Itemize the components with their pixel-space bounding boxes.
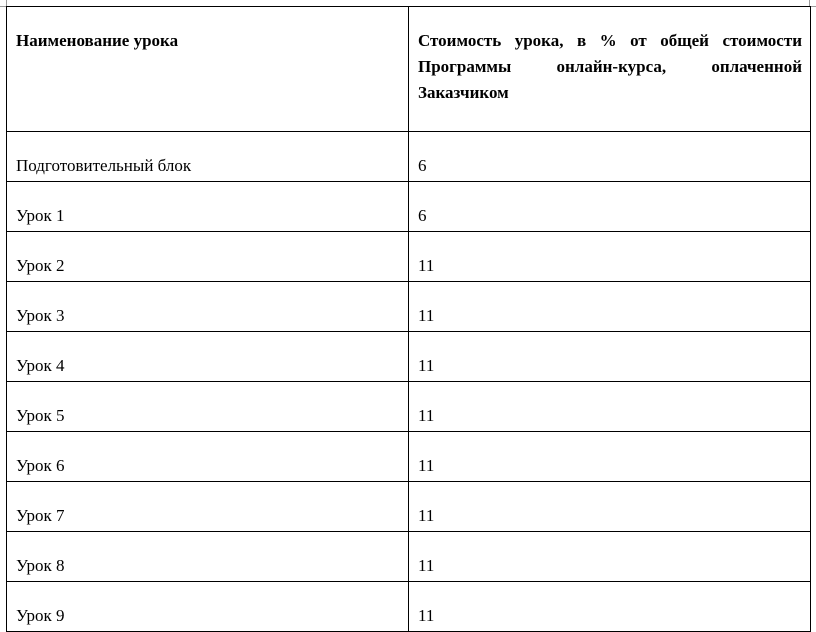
lesson-cost-cell: 6 [409,132,811,182]
lesson-cost-table [6,6,811,632]
lesson-cost-cell: 11 [409,582,811,632]
table-row [7,232,811,282]
table-row [7,532,811,582]
table-row [7,182,811,232]
lesson-name-cell: Урок 5 [7,382,409,432]
lesson-cost-cell: 11 [409,532,811,582]
lesson-name-cell: Урок 8 [7,532,409,582]
header-lesson-cost: Стоимость урока, в % от общей стоимости Программы онлайн-курса, оплаченной Заказчиком [409,7,811,132]
header-lesson-name: Наименование урока [7,7,409,132]
lesson-cost-cell: 11 [409,282,811,332]
table-row [7,482,811,532]
lesson-name-cell: Урок 9 [7,582,409,632]
lesson-name-cell: Урок 2 [7,232,409,282]
lesson-cost-cell: 11 [409,482,811,532]
table-header-row [7,7,811,132]
lesson-name-cell: Урок 4 [7,332,409,382]
lesson-cost-cell: 11 [409,432,811,482]
lesson-name-cell: Урок 7 [7,482,409,532]
table-row [7,332,811,382]
lesson-cost-cell: 11 [409,232,811,282]
table-row [7,132,811,182]
table-row [7,382,811,432]
lesson-name-cell: Урок 3 [7,282,409,332]
lesson-cost-cell: 6 [409,182,811,232]
lesson-cost-cell: 11 [409,332,811,382]
table-row [7,432,811,482]
lesson-cost-cell: 11 [409,382,811,432]
lesson-name-cell: Урок 1 [7,182,409,232]
lesson-name-cell: Подготовительный блок [7,132,409,182]
table-row [7,282,811,332]
lesson-name-cell: Урок 6 [7,432,409,482]
table-row [7,582,811,632]
